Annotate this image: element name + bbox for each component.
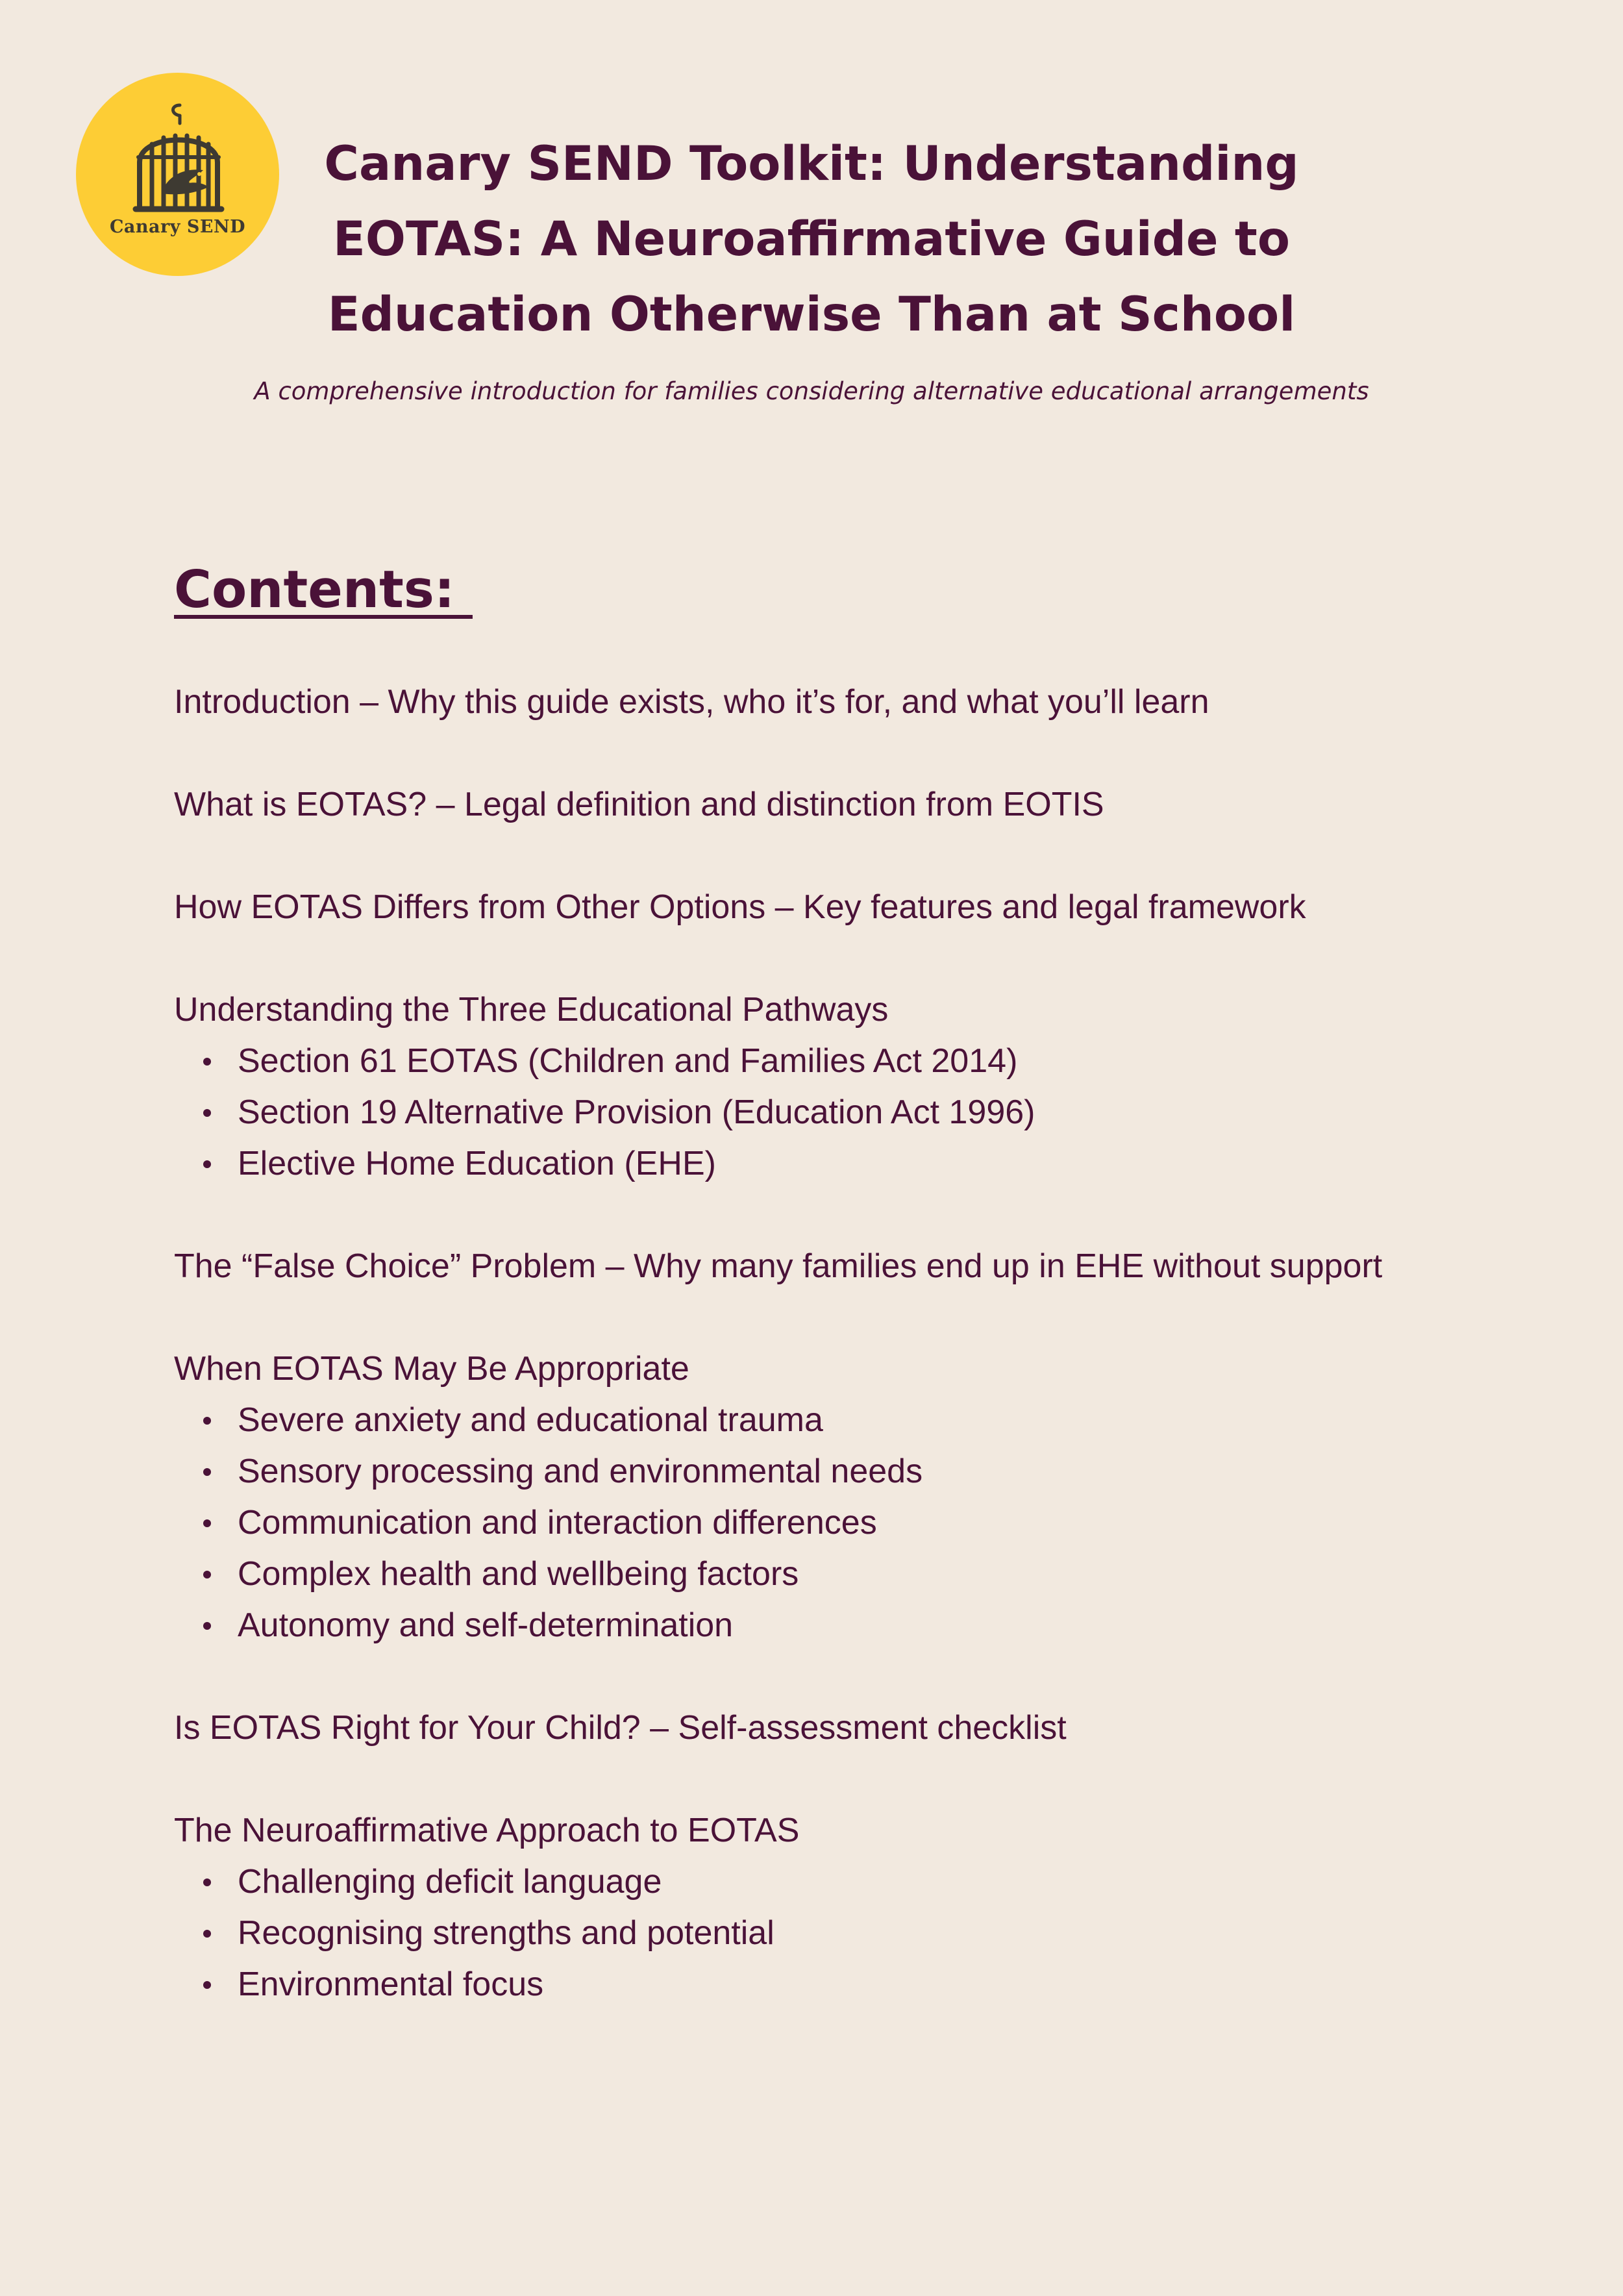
bullet-icon	[203, 1058, 211, 1066]
bullet-icon	[203, 1930, 211, 1938]
toc-entry-text: What is EOTAS? – Legal definition and distinction from EOTIS	[174, 786, 1104, 823]
table-of-contents	[174, 677, 1537, 2062]
toc-sub-item-text: Recognising strengths and potential	[238, 1914, 774, 1952]
toc-sub-item	[174, 1446, 1537, 1497]
toc-sub-item	[174, 1497, 1537, 1549]
toc-sub-item-text: Severe anxiety and educational trauma	[238, 1401, 823, 1439]
toc-entry	[174, 1805, 1537, 2010]
toc-sub-list	[174, 1395, 1537, 1651]
toc-sub-item	[174, 1856, 1537, 1908]
bullet-icon	[203, 1622, 211, 1630]
toc-sub-item	[174, 1600, 1537, 1651]
toc-sub-item	[174, 1908, 1537, 1959]
toc-sub-list	[174, 1856, 1537, 2010]
logo-text: Canary SEND	[109, 217, 246, 237]
toc-sub-item-text: Challenging deficit language	[238, 1863, 662, 1901]
toc-sub-item	[174, 1036, 1537, 1087]
toc-sub-item-text: Autonomy and self-determination	[238, 1606, 734, 1644]
toc-sub-item-text: Environmental focus	[238, 1965, 544, 2003]
toc-sub-item-text: Complex health and wellbeing factors	[238, 1555, 799, 1593]
toc-entry	[174, 1241, 1537, 1292]
page-subtitle: A comprehensive introduction for families considering alternative educational arrangements	[254, 377, 1369, 405]
toc-entry	[174, 882, 1537, 933]
bullet-icon	[203, 1417, 211, 1425]
toc-entry-text: Introduction – Why this guide exists, who it’s for, and what you’ll learn	[174, 683, 1209, 721]
toc-entry	[174, 779, 1537, 830]
toc-entry-text: The Neuroaffirmative Approach to EOTAS	[174, 1812, 800, 1849]
toc-entry-text: Understanding the Three Educational Pathways	[174, 991, 889, 1029]
toc-sub-item	[174, 1549, 1537, 1600]
contents-heading: Contents:	[174, 560, 473, 619]
bullet-icon	[203, 1468, 211, 1476]
bullet-icon	[203, 1571, 211, 1578]
toc-sub-item	[174, 1959, 1537, 2010]
toc-sub-list	[174, 1036, 1537, 1190]
bird-cage-icon	[76, 73, 279, 276]
bullet-icon	[203, 1878, 211, 1886]
bullet-icon	[203, 1160, 211, 1168]
toc-sub-item-text: Sensory processing and environmental needs	[238, 1453, 923, 1490]
toc-entry	[174, 677, 1537, 728]
toc-sub-item-text: Communication and interaction differences	[238, 1504, 877, 1541]
toc-entry-text: Is EOTAS Right for Your Child? – Self-assessment checklist	[174, 1709, 1067, 1747]
toc-entry	[174, 984, 1537, 1190]
toc-sub-item	[174, 1395, 1537, 1446]
toc-sub-item	[174, 1087, 1537, 1138]
bullet-icon	[203, 1519, 211, 1527]
toc-sub-item-text: Elective Home Education (EHE)	[238, 1145, 716, 1182]
page-title: Canary SEND Toolkit: Understanding EOTAS: A Neuroaffirmative Guide to Education Otherwise Than at School	[324, 136, 1299, 342]
canary-send-logo	[76, 73, 279, 276]
toc-entry	[174, 1703, 1537, 1754]
toc-sub-item-text: Section 19 Alternative Provision (Education Act 1996)	[238, 1093, 1035, 1131]
bullet-icon	[203, 1981, 211, 1989]
toc-sub-item-text: Section 61 EOTAS (Children and Families Act 2014)	[238, 1042, 1018, 1080]
toc-entry-text: How EOTAS Differs from Other Options – Key features and legal framework	[174, 888, 1306, 926]
toc-entry	[174, 1343, 1537, 1651]
toc-entry-text: The “False Choice” Problem – Why many families end up in EHE without support	[174, 1247, 1383, 1285]
toc-sub-item	[174, 1138, 1537, 1190]
toc-entry-text: When EOTAS May Be Appropriate	[174, 1350, 689, 1388]
bullet-icon	[203, 1109, 211, 1117]
